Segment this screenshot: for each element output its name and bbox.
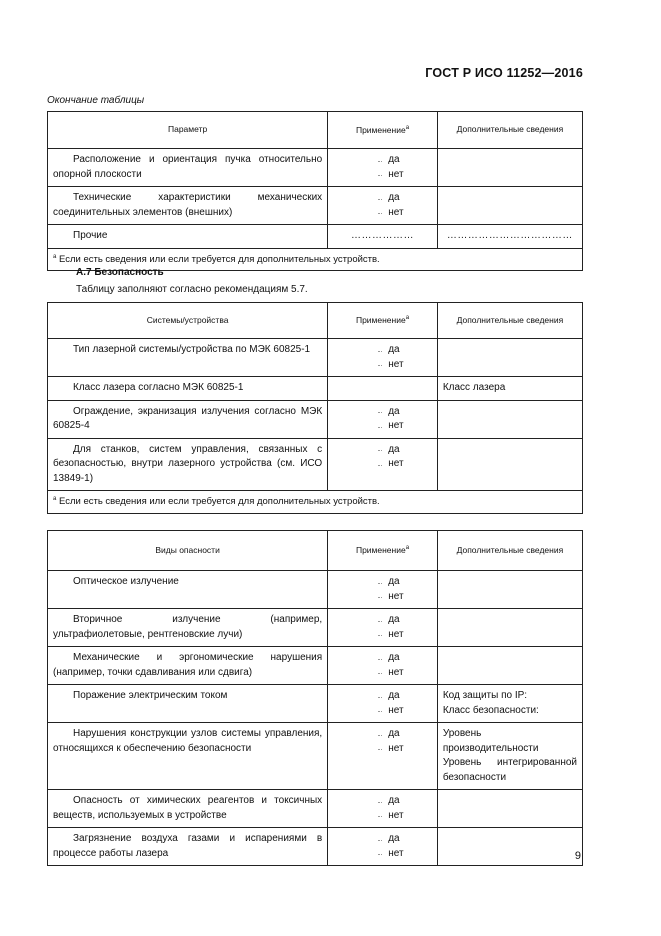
document-header: ГОСТ Р ИСО 11252—2016 [425,66,583,80]
section-note: Таблицу заполняют согласно рекомендациям 5.7. [76,284,308,295]
section-title: A.7 Безопасность [76,267,164,278]
hazards-table [47,530,583,866]
row-label: Тип лазерной системы/устройства по МЭК 60825-1 [48,339,328,377]
option-no[interactable]: нет [328,457,437,472]
yes-no-options [328,149,438,187]
option-no[interactable]: нет [328,168,437,183]
row-label: Расположение и ориентация пучка относительно опорной плоскости [48,149,328,187]
option-yes[interactable]: да [328,575,437,590]
yes-no-options [328,723,438,790]
table-caption: Окончание таблицы [47,95,145,106]
additional-info-cell[interactable] [437,438,582,491]
row-label: Класс лазера согласно МЭК 60825-1 [48,377,328,401]
row-label: Поражение электрическим током [48,685,328,723]
header-additional-info: Дополнительные сведения [437,303,582,339]
table-row [48,609,583,647]
header-application: Применение$^а$ [328,531,438,571]
page-number: 9 [574,850,581,862]
row-label: Вторичное излучение (например, ультрафиолетовые, рентгеновские лучи) [48,609,328,647]
option-yes[interactable]: да [328,832,437,847]
table-row [48,571,583,609]
row-label: Опасность от химических реагентов и токсичных веществ, используемых в устройстве [48,790,328,828]
parameters-table [47,111,583,271]
yes-no-options [328,438,438,491]
table-row [48,400,583,438]
table-row [48,187,583,225]
option-yes[interactable]: да [328,405,437,420]
header-parameter: Параметр [48,112,328,149]
option-no[interactable]: нет [328,419,437,434]
yes-no-options [328,609,438,647]
laser-class-cell: Класс лазера [437,377,582,401]
table-header-row [48,531,583,571]
option-yes[interactable]: да [328,727,437,742]
table-header-row [48,112,583,149]
yes-no-options [328,339,438,377]
option-no[interactable]: нет [328,590,437,605]
additional-info-cell[interactable] [437,187,582,225]
option-yes[interactable]: да [328,689,437,704]
table-row [48,723,583,790]
option-no[interactable]: нет [328,742,437,757]
systems-table [47,302,583,514]
option-no[interactable]: нет [328,358,437,373]
table-row [48,685,583,723]
table-row [48,225,583,249]
header-hazards: Виды опасности [48,531,328,571]
row-label: Ограждение, экранизация излучения согласно МЭК 60825-4 [48,400,328,438]
yes-no-options [328,828,438,866]
row-label: Механические и эргономические нарушения (например, точки сдавливания или сдвига) [48,647,328,685]
yes-no-options [328,790,438,828]
safety-level-cell: Уровень производительности Уровень интегрированной безопасности [437,723,582,790]
table-header-row [48,303,583,339]
yes-no-options [328,571,438,609]
blank-line[interactable]: ……………… [328,225,438,249]
table-row [48,828,583,866]
row-label: Для станков, систем управления, связанных с безопасностью, внутри лазерного устройства (см. ИСО 13849-1) [48,438,328,491]
option-yes[interactable]: да [328,651,437,666]
table-row [48,339,583,377]
additional-info-cell[interactable] [437,828,582,866]
additional-info-cell[interactable] [437,790,582,828]
option-no[interactable]: нет [328,206,437,221]
table-footnote: $^а$ Если есть сведения или если требуется для дополнительных устройств. [48,248,583,271]
option-no[interactable]: нет [328,666,437,681]
row-label: Технические характеристики механических соединительных элементов (внешних) [48,187,328,225]
yes-no-options [328,647,438,685]
option-no[interactable]: нет [328,628,437,643]
table-row [48,647,583,685]
option-yes[interactable]: да [328,153,437,168]
option-yes[interactable]: да [328,343,437,358]
yes-no-options [328,685,438,723]
table-footnote: $^а$ Если есть сведения или если требуется для дополнительных устройств. [48,491,583,514]
ip-code-cell: Код защиты по IP: Класс безопасности: [437,685,582,723]
header-application: Применение$^а$ [328,303,438,339]
row-label: Нарушения конструкции узлов системы управления, относящихся к обеспечению безопасности [48,723,328,790]
header-application: Применение$^а$ [328,112,438,149]
row-label: Оптическое излучение [48,571,328,609]
additional-info-cell[interactable] [437,149,582,187]
option-yes[interactable]: да [328,443,437,458]
additional-info-cell[interactable] [437,400,582,438]
table-row [48,377,583,401]
additional-info-cell[interactable] [437,647,582,685]
additional-info-cell[interactable] [437,339,582,377]
table-row [48,438,583,491]
blank-line[interactable]: ……………………………… [437,225,582,249]
yes-no-options [328,400,438,438]
additional-info-cell[interactable] [437,609,582,647]
header-systems: Системы/устройства [48,303,328,339]
header-additional-info: Дополнительные сведения [437,112,582,149]
table-row [48,149,583,187]
option-no[interactable]: нет [328,704,437,719]
row-label: Прочие [48,225,328,249]
table-row [48,790,583,828]
option-no[interactable]: нет [328,809,437,824]
application-cell[interactable] [328,377,438,401]
row-label: Загрязнение воздуха газами и испарениями в процессе работы лазера [48,828,328,866]
option-yes[interactable]: да [328,191,437,206]
yes-no-options [328,187,438,225]
option-yes[interactable]: да [328,613,437,628]
additional-info-cell[interactable] [437,571,582,609]
header-additional-info: Дополнительные сведения [437,531,582,571]
option-no[interactable]: нет [328,847,437,862]
footnote-row [48,491,583,514]
option-yes[interactable]: да [328,794,437,809]
